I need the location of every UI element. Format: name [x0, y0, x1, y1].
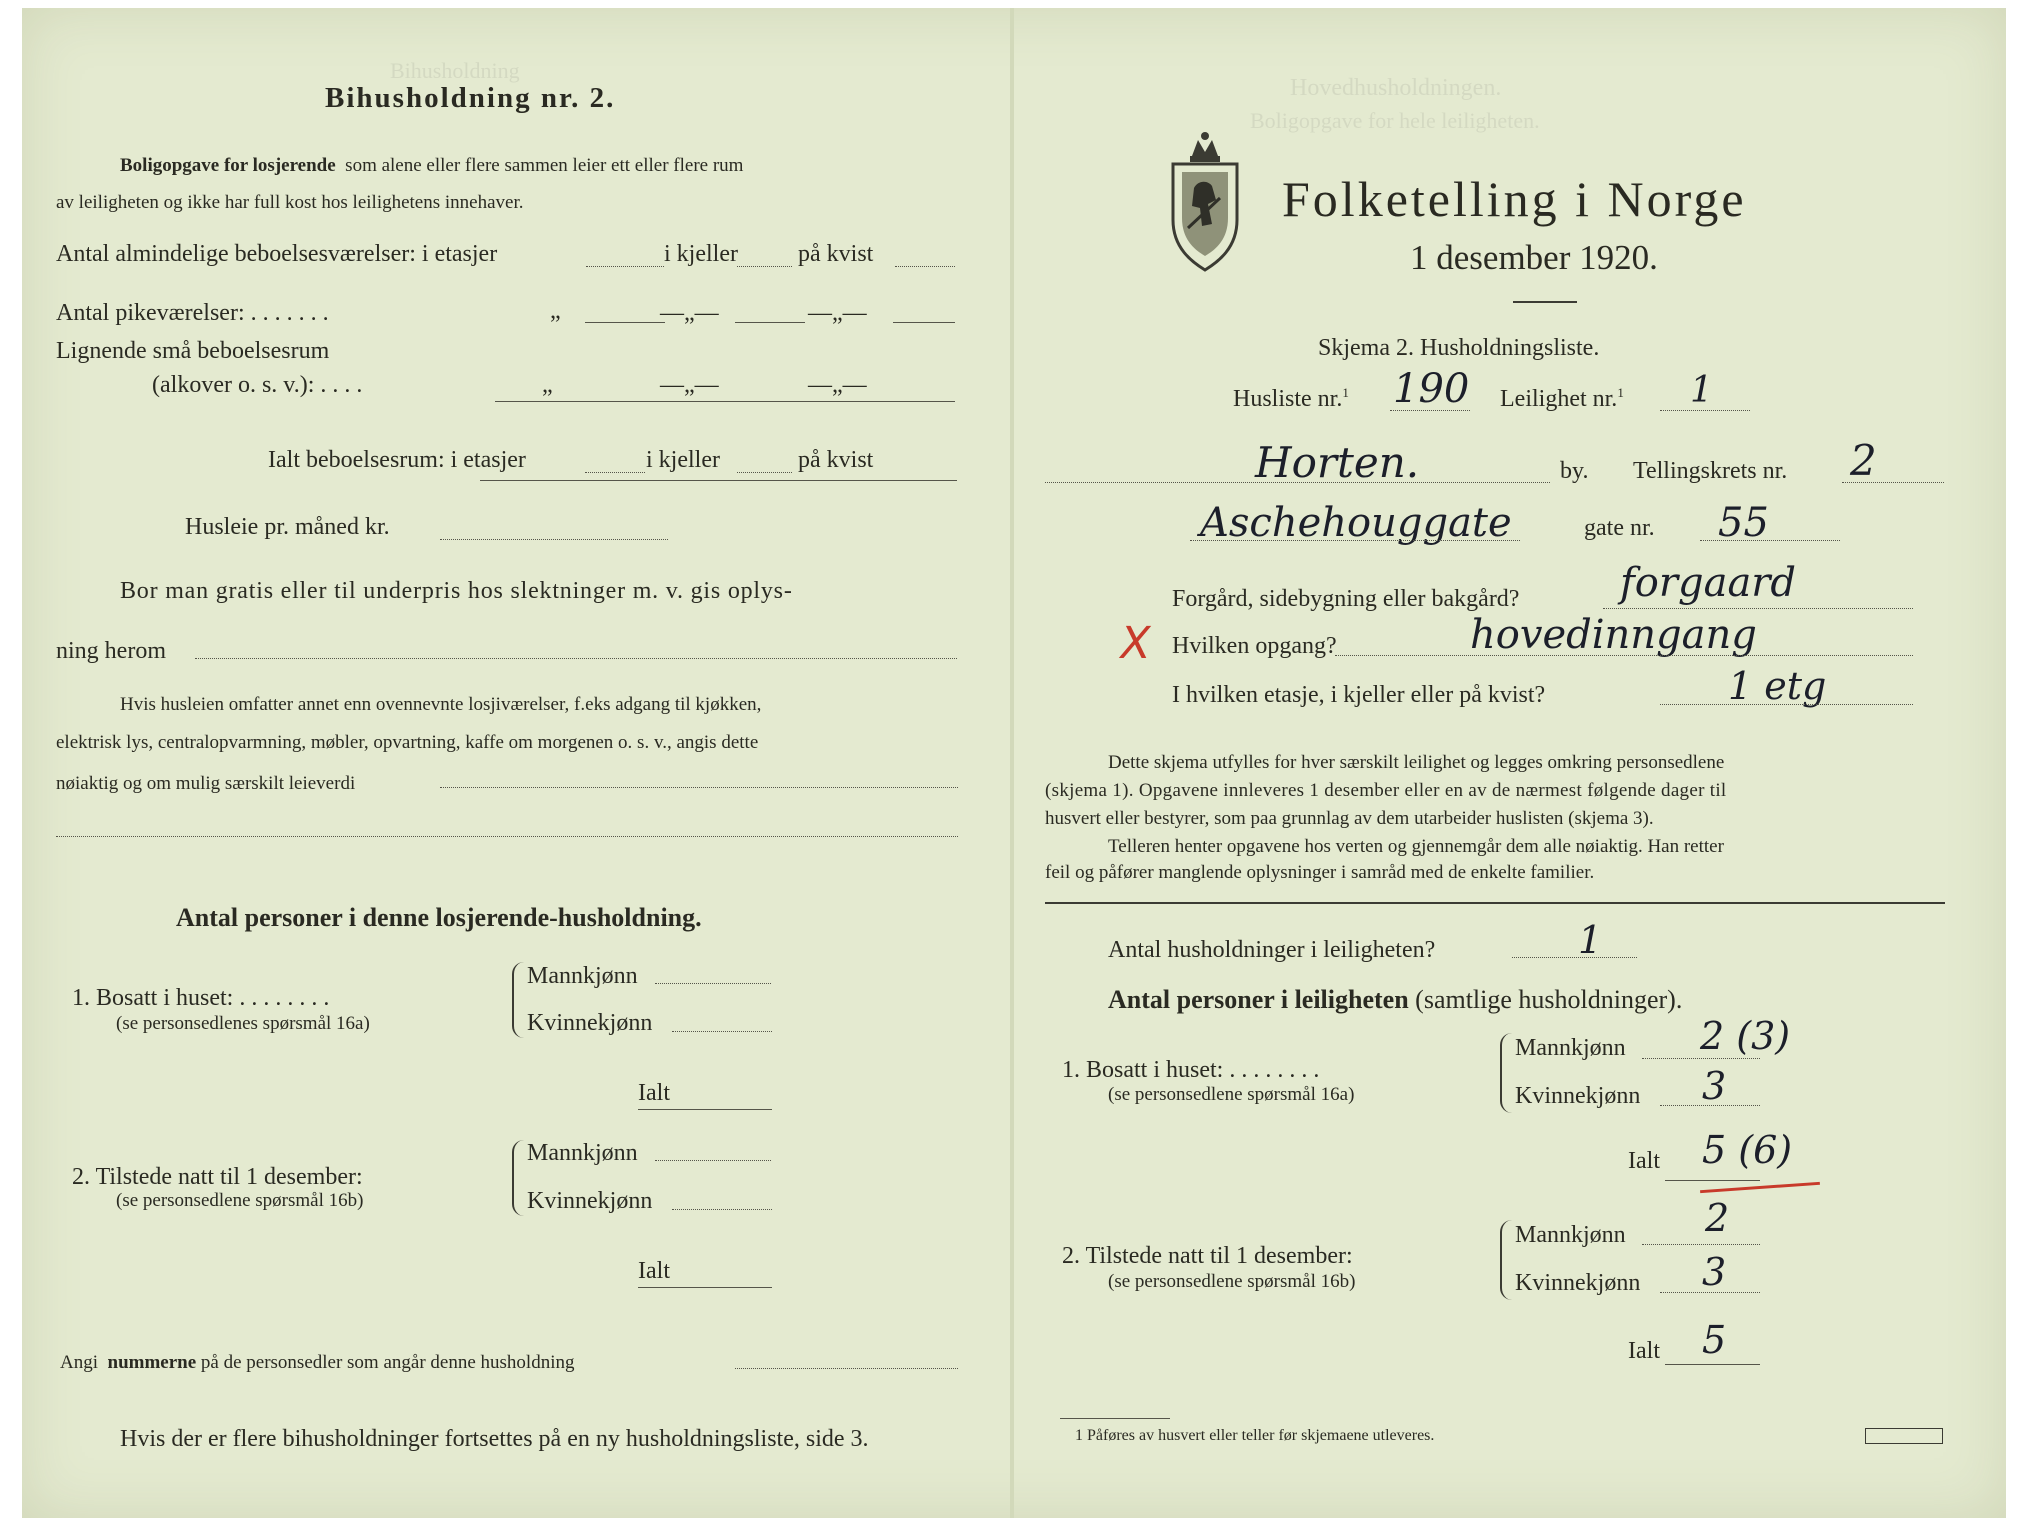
footnote-rule [1060, 1418, 1170, 1419]
ialt-label: Ialt [1628, 1338, 1660, 1364]
left-tilstede-sub: (se personsedlene spørsmål 16b) [116, 1190, 364, 1211]
rooms-kvist-field[interactable] [895, 266, 955, 267]
schema-label: Skjema 2. Husholdningsliste. [1318, 335, 1600, 361]
mann-label: Mannkjønn [527, 963, 638, 989]
ialt-rum-label: Ialt beboelsesrum: i etasjer [268, 447, 526, 473]
husleie-field[interactable] [440, 539, 668, 540]
krets-value[interactable]: 2 [1850, 436, 1877, 485]
tilstede-kvinne-field [1660, 1292, 1760, 1293]
bor-line-1: Bor man gratis eller til underpris hos slektninger m. v. gis oplys- [120, 578, 793, 604]
left-tilstede-kvinne-field[interactable] [672, 1209, 772, 1210]
ialt-kjeller-field[interactable] [737, 472, 792, 473]
tilstede-ialt-field [1665, 1364, 1760, 1365]
hvis-line-1: Hvis husleien omfatter annet enn ovennevnte losjiværelser, f.eks adgang til kjøkken, [120, 694, 762, 715]
paa-kvist-label: på kvist [798, 447, 874, 473]
right-tilstede-label: 2. Tilstede natt til 1 desember: [1062, 1243, 1353, 1269]
leilighet-label: Leilighet nr.$^1$ [1500, 385, 1624, 412]
right-bosatt-sub: (se personsedlene spørsmål 16a) [1108, 1084, 1355, 1105]
left-bosatt-kvinne-field[interactable] [672, 1031, 772, 1032]
left-tilstede-mann-field[interactable] [655, 1160, 771, 1161]
etasje-value[interactable]: 1 etg [1728, 664, 1827, 708]
opgang-field [1335, 655, 1913, 656]
bihusholdning-title: Bihusholdning nr. 2. [325, 82, 616, 114]
husliste-label: Husliste nr.$^1$ [1233, 385, 1349, 412]
bosatt-ialt-field [1665, 1180, 1760, 1181]
gate-nr-value[interactable]: 55 [1718, 500, 1769, 546]
husliste-field [1390, 410, 1470, 411]
instructions-line-5: feil og påfører manglende oplysninger i samråd med de enkelte familier. [1045, 862, 1595, 883]
ditto-mark: „ [542, 372, 553, 398]
tilstede-mann-value[interactable]: 2 [1705, 1196, 1730, 1240]
bosatt-kvinne-field [1660, 1105, 1760, 1106]
lignende-label: Lignende små beboelsesrum [56, 338, 330, 364]
left-footer: Hvis der er flere bihusholdninger fortsettes på en ny husholdningsliste, side 3. [120, 1426, 869, 1452]
krets-field [1842, 482, 1944, 483]
rooms-kjeller-field[interactable] [737, 266, 792, 267]
instructions-line-4: Telleren henter opgavene hos verten og gjennemgår dem alle nøiaktig. Han retter [1108, 836, 1724, 857]
bosatt-kvinne-value[interactable]: 3 [1702, 1064, 1727, 1108]
leieverdi-field[interactable] [440, 787, 958, 788]
ditto-mark: —„— [660, 372, 719, 398]
leieverdi-field-2[interactable] [56, 836, 958, 837]
kvinne-label: Kvinnekjønn [527, 1010, 653, 1036]
husliste-value[interactable]: 190 [1393, 366, 1470, 412]
etasje-field [1660, 704, 1913, 705]
antal-hush-value[interactable]: 1 [1578, 918, 1603, 962]
tilstede-ialt-value[interactable]: 5 [1702, 1318, 1727, 1362]
gate-value[interactable]: Aschehouggate [1200, 500, 1512, 546]
kvinne-label: Kvinnekjønn [1515, 1083, 1641, 1109]
left-tilstede-ialt-field[interactable] [638, 1287, 772, 1288]
ialt-underline [480, 480, 957, 481]
by-label: by. [1560, 458, 1589, 484]
husleie-label: Husleie pr. måned kr. [185, 514, 390, 540]
leilighet-value[interactable]: 1 [1690, 370, 1713, 411]
census-title: Folketelling i Norge [1282, 171, 1747, 227]
bosatt-ialt-value[interactable]: 5 (6) [1702, 1128, 1793, 1172]
opgang-value[interactable]: hovedinngang [1470, 612, 1757, 658]
right-persons-heading: Antal personer i leiligheten (samtlige husholdninger). [1108, 985, 1683, 1014]
hvis-line-3: nøiaktig og om mulig særskilt leieverdi [56, 773, 356, 794]
ditto-mark: —„— [808, 300, 867, 326]
i-kjeller-label: i kjeller [664, 241, 738, 267]
ditto-mark: —„— [660, 300, 719, 326]
opgang-label: Hvilken opgang? [1172, 633, 1337, 659]
title-rule [1513, 301, 1577, 303]
instructions-line-1: Dette skjema utfylles for hver særskilt leilighet og legges omkring personsedlene [1108, 752, 1725, 773]
forgaard-field [1603, 608, 1913, 609]
alkover-label: (alkover o. s. v.): . . . . [152, 372, 363, 398]
ialt-label: Ialt [638, 1258, 670, 1284]
left-bosatt-label: 1. Bosatt i huset: . . . . . . . . [72, 985, 330, 1011]
left-tilstede-brace [512, 1140, 524, 1216]
bosatt-mann-value[interactable]: 2 (3) [1700, 1014, 1791, 1058]
forgaard-label: Forgård, sidebygning eller bakgård? [1172, 586, 1520, 612]
norwegian-coat-of-arms-icon [1168, 128, 1242, 276]
mann-label: Mannkjønn [1515, 1222, 1626, 1248]
printer-stamp [1865, 1428, 1943, 1444]
bleed-through-text: Hovedhusholdningen. [1290, 75, 1502, 101]
by-field [1045, 482, 1550, 483]
footnote: 1 Påføres av husvert eller teller før skjemaene utleveres. [1075, 1427, 1435, 1444]
krets-label: Tellingskrets nr. [1633, 458, 1788, 484]
left-persons-heading: Antal personer i denne losjerende-husholdning. [176, 903, 702, 932]
pike-kjeller-field[interactable] [735, 322, 805, 323]
left-bosatt-mann-field[interactable] [655, 983, 771, 984]
rooms-etasjer-field[interactable] [586, 266, 664, 267]
bleed-through-text: Boligopgave for hele leiligheten. [1250, 108, 1540, 133]
census-date: 1 desember 1920. [1410, 238, 1658, 277]
rooms-label: Antal almindelige beboelsesværelser: i etasjer [56, 241, 498, 267]
ialt-etasjer-field[interactable] [585, 472, 645, 473]
etasje-label: I hvilken etasje, i kjeller eller på kvist? [1172, 682, 1546, 708]
tilstede-mann-field [1642, 1244, 1760, 1245]
kvinne-label: Kvinnekjønn [1515, 1270, 1641, 1296]
kvinne-label: Kvinnekjønn [527, 1188, 653, 1214]
by-value[interactable]: Horten. [1255, 438, 1420, 487]
instructions-line-2: (skjema 1). Opgavene innleveres 1 desember eller en av de nærmest følgende dager til [1045, 780, 1727, 801]
i-kjeller-label: i kjeller [646, 447, 720, 473]
right-bosatt-label: 1. Bosatt i huset: . . . . . . . . [1062, 1057, 1320, 1083]
page-fold [1010, 8, 1014, 1518]
gate-field [1190, 540, 1520, 541]
paa-kvist-label: på kvist [798, 241, 874, 267]
mann-label: Mannkjønn [1515, 1035, 1626, 1061]
lignende-field[interactable] [495, 401, 955, 402]
angi-line: Angi nummerne på de personsedler som angår denne husholdning [60, 1352, 575, 1373]
right-tilstede-sub: (se personsedlene spørsmål 16b) [1108, 1271, 1356, 1292]
red-x-mark: X [1115, 618, 1155, 669]
pike-label: Antal pikeværelser: . . . . . . . [56, 300, 329, 326]
ditto-mark: „ [550, 298, 561, 324]
ialt-label: Ialt [1628, 1148, 1660, 1174]
angi-field[interactable] [735, 1368, 958, 1369]
ditto-mark: —„— [808, 372, 867, 398]
left-bosatt-ialt-field[interactable] [638, 1109, 772, 1110]
gate-nr-label: gate nr. [1584, 515, 1655, 541]
bleed-through-text: Bihusholdning [390, 58, 520, 83]
gate-nr-field [1700, 540, 1840, 541]
leilighet-field [1660, 410, 1750, 411]
intro-line-2: av leiligheten og ikke har full kost hos leilighetens innehaver. [56, 192, 524, 213]
right-tilstede-brace [1500, 1220, 1512, 1300]
antal-hush-label: Antal husholdninger i leiligheten? [1108, 937, 1436, 963]
bosatt-mann-field [1642, 1058, 1760, 1059]
forgaard-value[interactable]: forgaard [1620, 560, 1797, 606]
hvis-line-2: elektrisk lys, centralopvarmning, møbler, opvartning, kaffe om morgenen o. s. v., angis dette [56, 732, 759, 753]
antal-hush-field [1512, 957, 1637, 958]
pike-etasjer-field[interactable] [585, 322, 665, 323]
tilstede-kvinne-value[interactable]: 3 [1702, 1250, 1727, 1294]
section-divider [1045, 902, 1945, 904]
intro-line-1: Boligopgave for losjerende som alene eller flere sammen leier ett eller flere rum [120, 155, 744, 176]
left-tilstede-label: 2. Tilstede natt til 1 desember: [72, 1164, 363, 1190]
ialt-label: Ialt [638, 1080, 670, 1106]
instructions-line-3: husvert eller bestyrer, som paa grunnlag av dem utarbeider huslisten (skjema 3). [1045, 808, 1654, 829]
mann-label: Mannkjønn [527, 1140, 638, 1166]
left-bosatt-brace [512, 962, 524, 1038]
right-bosatt-brace [1500, 1033, 1512, 1113]
pike-kvist-field[interactable] [893, 322, 955, 323]
bor-field[interactable] [195, 658, 957, 659]
left-bosatt-sub: (se personsedlenes spørsmål 16a) [116, 1013, 370, 1034]
bor-line-2: ning herom [56, 638, 166, 664]
